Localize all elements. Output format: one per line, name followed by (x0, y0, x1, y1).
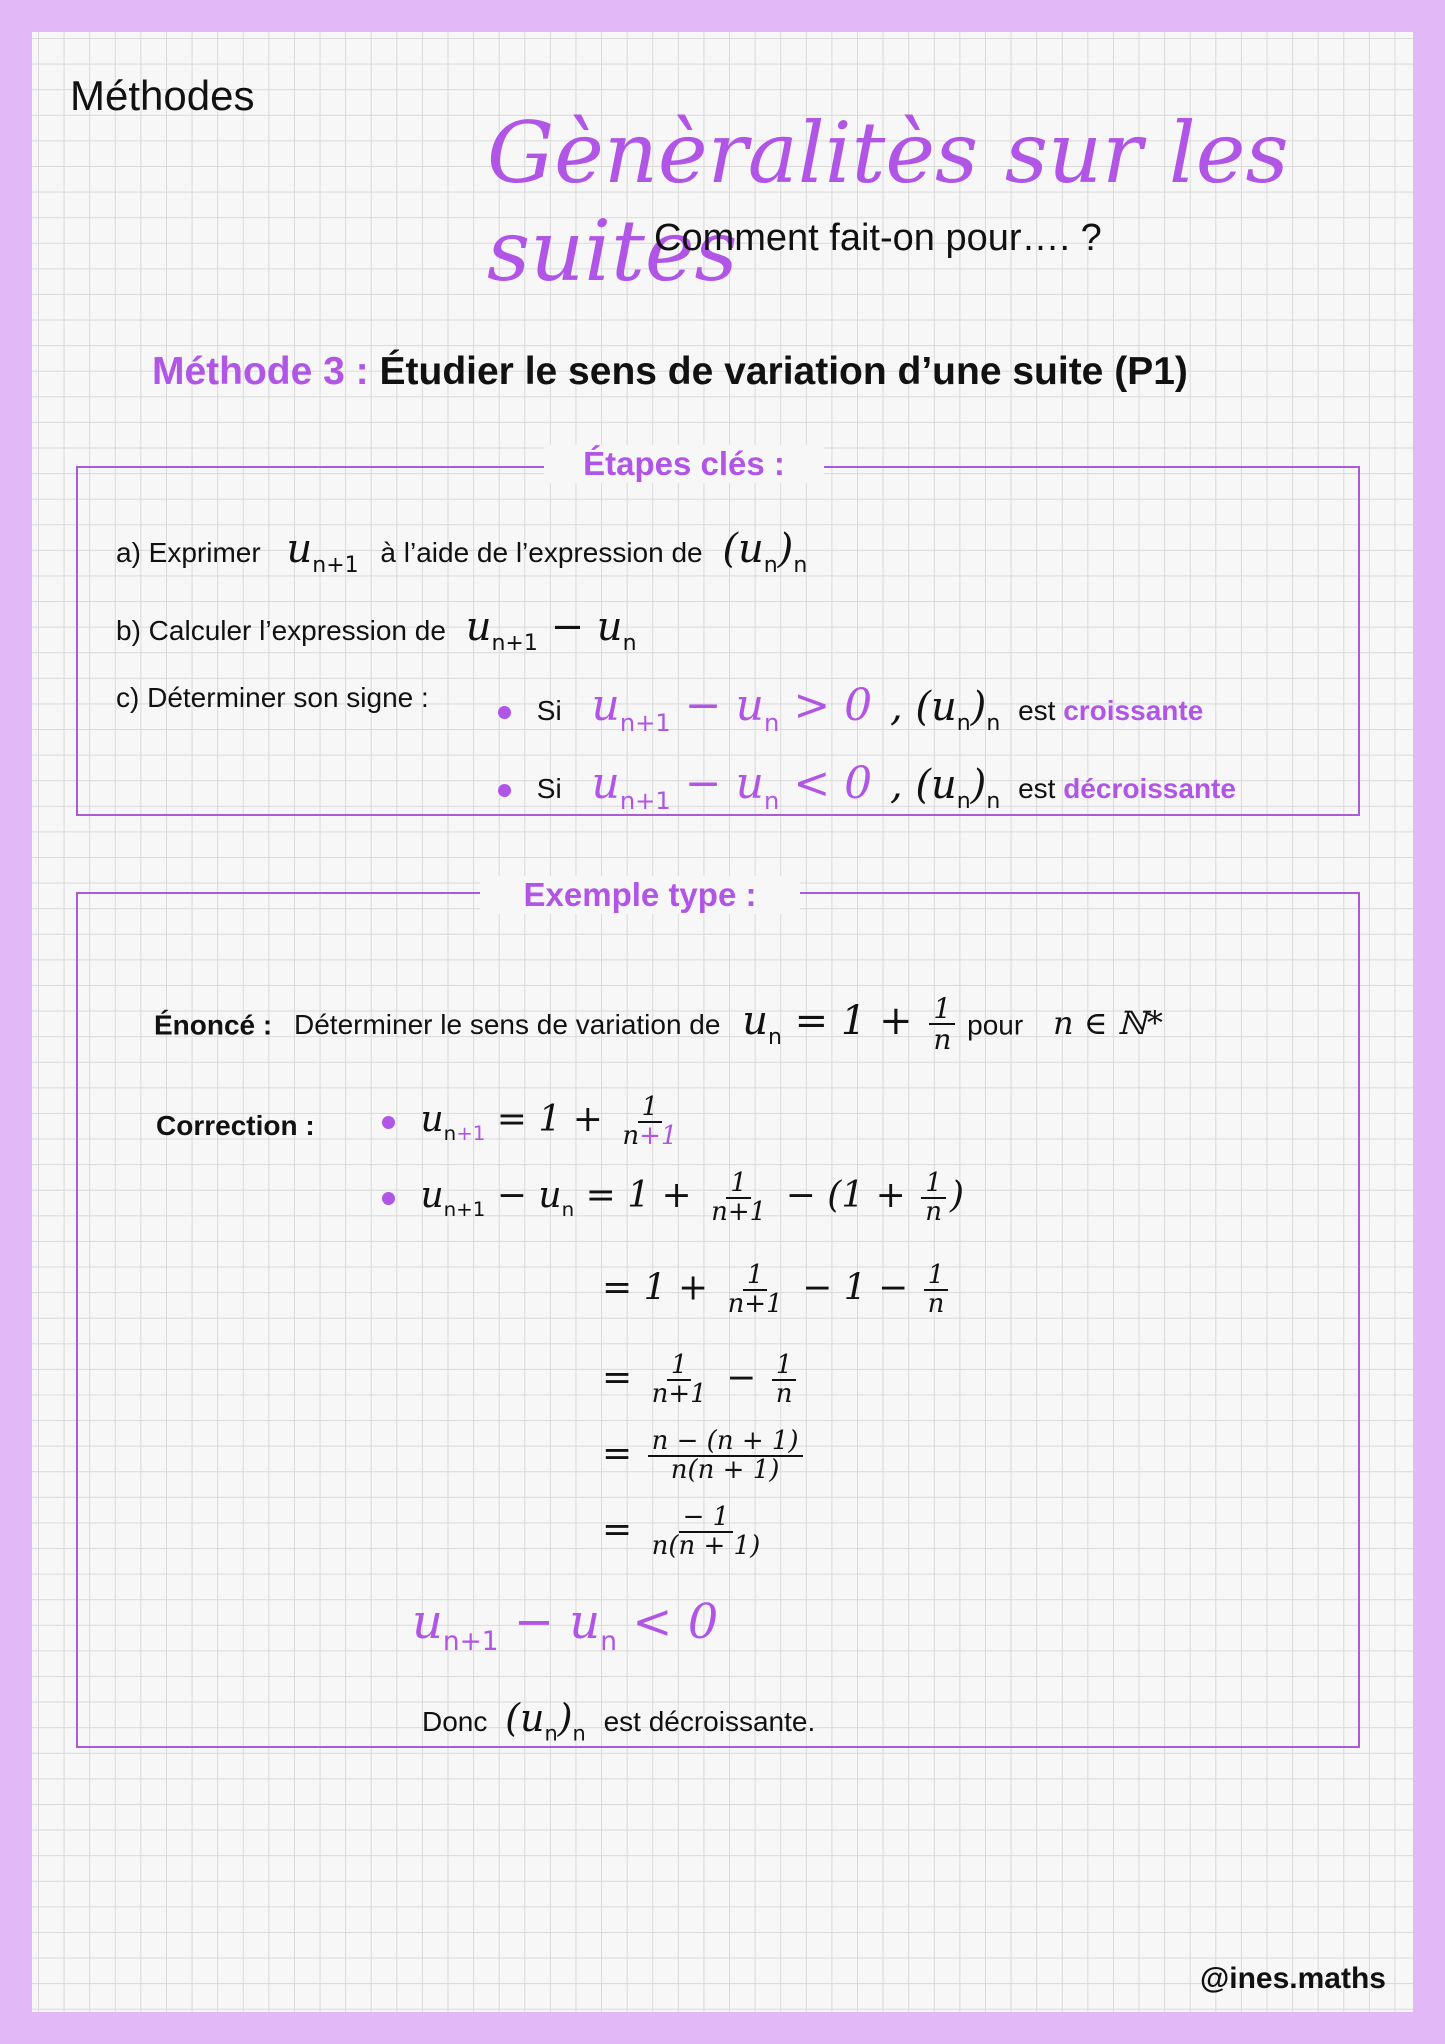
math-sequence: $(u_n)_n$ (505, 1696, 586, 1746)
math-domain: n ∈ ℕ* (1052, 1004, 1163, 1043)
math-sequence: $(u_n)_n$ (722, 526, 808, 578)
step-c: c) Déterminer son signe : (116, 682, 429, 713)
label-decroissante: décroissante (1063, 773, 1236, 804)
category-label: Méthodes (70, 72, 255, 119)
worksheet-page (32, 32, 1413, 2012)
statement: Énoncé : Déterminer le sens de variation de $u_n = 1$ + $\frac{1}{n}$ pour n ∈ ℕ* (154, 992, 1163, 1057)
method-number: Méthode 3 : (152, 350, 369, 393)
case-increasing: Si $u_{n+1} - u_n > 0$ , $(u_n)_n$ est croissante (498, 680, 1203, 737)
statement-text: Déterminer le sens de variation de (294, 1009, 721, 1041)
bullet-icon (498, 706, 511, 719)
correction-result: $u_{n+1} - u_n < 0$ (412, 1594, 719, 1657)
method-title: Étudier le sens de variation d’une suite (P1) (379, 350, 1188, 393)
method-heading (152, 350, 1188, 394)
conclusion: Donc $(u_n)_n$ est décroissante. (422, 1696, 816, 1746)
case-decreasing: Si $u_{n+1} - u_n < 0$ , $(u_n)_n$ est décroissante (498, 758, 1236, 815)
bullet-icon (382, 1116, 395, 1129)
math-u-n-plus-1: $u_{n+1}$ (286, 526, 359, 578)
math-positive-condition: $u_{n+1} - u_n > 0$ (591, 680, 873, 737)
page-title: Gènèralitès sur les suites (487, 104, 1289, 300)
label-croissante: croissante (1063, 695, 1204, 726)
author-handle: @ines.maths (1200, 1962, 1386, 1995)
key-steps-title: Étapes clés : (544, 445, 824, 483)
correction-label: Correction : (156, 1110, 315, 1141)
correction-line-5: = $\frac{n - (n + 1)}{n(n + 1)}$ (602, 1428, 807, 1485)
correction-line-6: = $\frac{- 1}{n(n + 1)}$ (602, 1502, 761, 1562)
correction-line-4: = $\frac{1}{n+1}$ − $\frac{1}{n}$ (602, 1352, 801, 1409)
bullet-icon (498, 784, 511, 797)
step-a: a) Exprimer $u_{n+1}$ à l’aide de l’expression de $(u_n)_n$ (116, 526, 808, 578)
correction-line-1: $u_{n+1} = 1$ + $\frac{1}{n+1}$ (382, 1094, 685, 1151)
page-subtitle: Comment fait-on pour…. ? (654, 217, 1102, 259)
correction-line-2: $u_{n+1} - u_n = 1$ + $\frac{1}{n+1}$ − (1 + $\frac{1}{n}$ ) (382, 1170, 964, 1227)
bullet-icon (382, 1192, 395, 1205)
math-definition: $u_n = 1$ + $\frac{1}{n}$ (742, 998, 959, 1044)
statement-label: Énoncé : (154, 1009, 273, 1041)
step-b: b) Calculer l’expression de $u_{n+1} - u_n$ (116, 604, 637, 656)
math-negative-condition: $u_{n+1} - u_n < 0$ (591, 758, 873, 815)
math-difference: $u_{n+1} - u_n$ (465, 604, 637, 656)
example-title: Exemple type : (480, 876, 800, 914)
correction-line-3: = 1 + $\frac{1}{n+1}$ − 1 − $\frac{1}{n}$ (602, 1262, 952, 1319)
